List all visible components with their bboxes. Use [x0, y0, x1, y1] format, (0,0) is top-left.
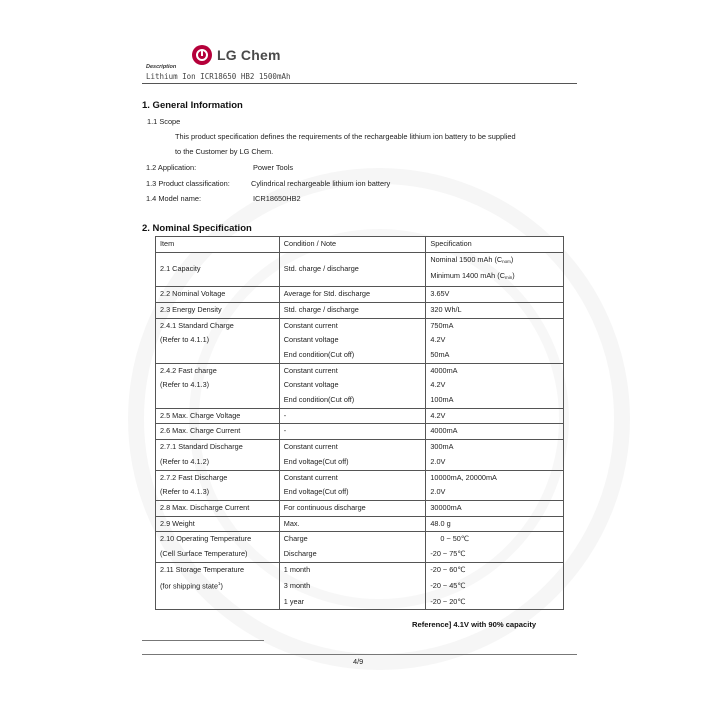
scope-line-1: This product specification defines the requirements of the rechargeable lithium ion battery to be supplied: [175, 132, 516, 141]
section-general-title: 1. General Information: [142, 100, 243, 111]
fast-charge-ref: (Refer to 4.1.3): [156, 378, 280, 393]
storage-temp-c2: 3 month: [279, 577, 426, 594]
lg-chem-logo: [192, 44, 281, 66]
storage-temp-item: 2.11 Storage Temperature: [156, 562, 280, 577]
table-row: [156, 470, 564, 485]
std-discharge-c2: End voltage(Cut off): [279, 455, 426, 470]
table-row: [156, 595, 564, 610]
description-value: Lithium Ion ICR18650 HB2 1500mAh: [146, 72, 291, 81]
table-row: [156, 532, 564, 547]
capacity-nominal: Nominal 1500 mAh $(C_{nom})$: [426, 252, 564, 269]
model-label: 1.4 Model name:: [146, 194, 202, 203]
table-row: [156, 562, 564, 577]
table-row: [156, 348, 564, 363]
table-row: [156, 302, 564, 318]
std-charge-ref: (Refer to 4.1.1): [156, 333, 280, 348]
std-charge-s3: 50mA: [426, 348, 564, 363]
fast-charge-s1: 4000mA: [426, 363, 564, 378]
std-charge-s1: 750mA: [426, 318, 564, 333]
fast-discharge-s2: 2.0V: [426, 485, 564, 500]
table-row: [156, 547, 564, 562]
fast-charge-s2: 4.2V: [426, 378, 564, 393]
footer-divider: [142, 654, 577, 655]
table-row: [156, 408, 564, 424]
fast-discharge-item: 2.7.2 Fast Discharge: [156, 470, 280, 485]
std-discharge-ref: (Refer to 4.1.2): [156, 455, 280, 470]
storage-temp-s2: -20 ~ 45℃: [426, 577, 564, 594]
storage-temp-blank: [156, 595, 280, 610]
fast-charge-c3: End condition(Cut off): [279, 393, 426, 408]
energy-spec: 320 Wh/L: [426, 302, 564, 318]
classification-label: 1.3 Product classification:: [146, 179, 230, 188]
max-charge-current-spec: 4000mA: [426, 424, 564, 440]
table-row: [156, 455, 564, 470]
weight-item: 2.9 Weight: [156, 516, 280, 532]
storage-temp-c3: 1 year: [279, 595, 426, 610]
max-discharge-current-item: 2.8 Max. Discharge Current: [156, 500, 280, 516]
application-label: 1.2 Application:: [146, 163, 197, 172]
max-charge-current-item: 2.6 Max. Charge Current: [156, 424, 280, 440]
weight-spec: 48.0 g: [426, 516, 564, 532]
std-discharge-item: 2.7.1 Standard Discharge: [156, 440, 280, 455]
classification-value: Cylindrical rechargeable lithium ion battery: [251, 179, 391, 188]
operating-temp-note: (Cell Surface Temperature): [156, 547, 280, 562]
table-row: [156, 577, 564, 594]
fast-charge-blank: [156, 393, 280, 408]
page-number: 4/9: [353, 657, 364, 666]
scope-label: 1.1 Scope: [147, 117, 181, 126]
fast-discharge-ref: (Refer to 4.1.3): [156, 485, 280, 500]
table-row: [156, 333, 564, 348]
section-nominal-title: 2. Nominal Specification: [142, 223, 252, 234]
std-charge-c1: Constant current: [279, 318, 426, 333]
energy-condition: Std. charge / discharge: [279, 302, 426, 318]
max-discharge-current-condition: For continuous discharge: [279, 500, 426, 516]
storage-temp-c1: 1 month: [279, 562, 426, 577]
weight-condition: Max.: [279, 516, 426, 532]
scope-line-2: to the Customer by LG Chem.: [175, 147, 274, 156]
header-item: Item: [156, 237, 280, 253]
std-discharge-c1: Constant current: [279, 440, 426, 455]
fast-charge-c1: Constant current: [279, 363, 426, 378]
operating-temp-s1: 0 ~ 50℃: [426, 532, 564, 547]
fast-charge-s3: 100mA: [426, 393, 564, 408]
voltage-spec: 3.65V: [426, 287, 564, 303]
application-value: Power Tools: [253, 163, 294, 172]
reference-note: Reference] 4.1V with 90% capacity: [412, 620, 537, 629]
table-row: [156, 318, 564, 333]
model-value: ICR18650HB2: [253, 194, 301, 203]
operating-temp-s2: -20 ~ 75℃: [426, 547, 564, 562]
description-label: Description: [146, 64, 177, 70]
lg-logo-icon: [192, 45, 212, 65]
table-row: [156, 252, 564, 269]
header-specification: Specification: [426, 237, 564, 253]
fast-charge-item: 2.4.2 Fast charge: [156, 363, 280, 378]
std-charge-c3: End condition(Cut off): [279, 348, 426, 363]
fast-discharge-s1: 10000mA, 20000mA: [426, 470, 564, 485]
storage-temp-s3: -20 ~ 20℃: [426, 595, 564, 610]
fast-discharge-c1: Constant current: [279, 470, 426, 485]
std-discharge-s1: 300mA: [426, 440, 564, 455]
voltage-item: 2.2 Nominal Voltage: [156, 287, 280, 303]
std-charge-s2: 4.2V: [426, 333, 564, 348]
fast-charge-c2: Constant voltage: [279, 378, 426, 393]
table-row: [156, 485, 564, 500]
max-charge-voltage-spec: 4.2V: [426, 408, 564, 424]
header-divider: [142, 83, 577, 84]
table-row: [156, 500, 564, 516]
capacity-condition: Std. charge / discharge: [279, 252, 426, 286]
table-row: [156, 516, 564, 532]
operating-temp-c1: Charge: [279, 532, 426, 547]
table-row: [156, 378, 564, 393]
max-charge-voltage-condition: -: [279, 408, 426, 424]
storage-temp-note: (for shipping state$^1$): [156, 577, 280, 594]
max-charge-voltage-item: 2.5 Max. Charge Voltage: [156, 408, 280, 424]
std-charge-c2: Constant voltage: [279, 333, 426, 348]
footnote-divider: [142, 640, 264, 641]
brand-name: LG Chem: [217, 47, 281, 63]
nominal-spec-table: [155, 236, 564, 610]
std-charge-blank: [156, 348, 280, 363]
std-discharge-s2: 2.0V: [426, 455, 564, 470]
max-discharge-current-spec: 30000mA: [426, 500, 564, 516]
operating-temp-c2: Discharge: [279, 547, 426, 562]
std-charge-item: 2.4.1 Standard Charge: [156, 318, 280, 333]
energy-item: 2.3 Energy Density: [156, 302, 280, 318]
header-condition: Condition / Note: [279, 237, 426, 253]
table-row: [156, 287, 564, 303]
table-row: [156, 393, 564, 408]
table-header-row: [156, 237, 564, 253]
capacity-item: 2.1 Capacity: [156, 252, 280, 286]
operating-temp-item: 2.10 Operating Temperature: [156, 532, 280, 547]
table-row: [156, 440, 564, 455]
fast-discharge-c2: End voltage(Cut off): [279, 485, 426, 500]
voltage-condition: Average for Std. discharge: [279, 287, 426, 303]
capacity-minimum: Minimum 1400 mAh $(C_{min})$: [426, 269, 564, 286]
max-charge-current-condition: -: [279, 424, 426, 440]
table-row: [156, 363, 564, 378]
storage-temp-s1: -20 ~ 60℃: [426, 562, 564, 577]
table-row: [156, 424, 564, 440]
